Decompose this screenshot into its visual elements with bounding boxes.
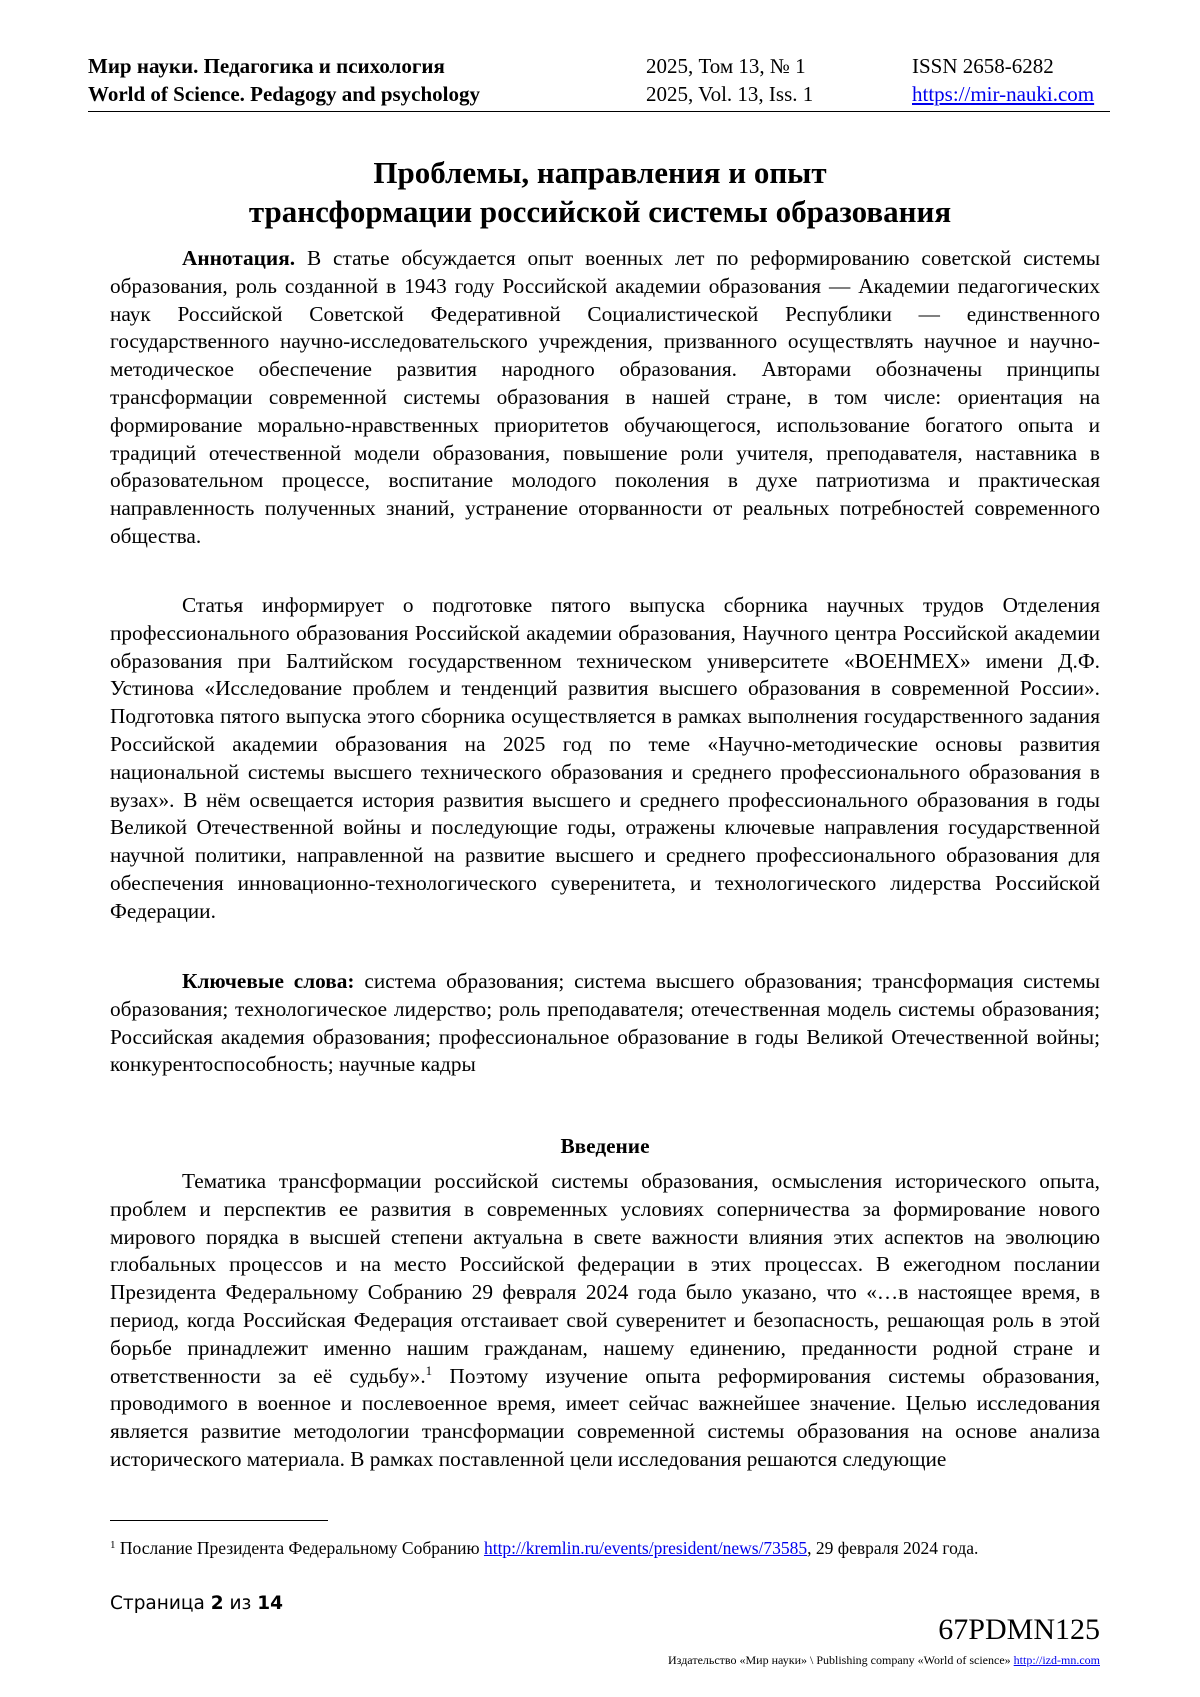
issn-block — [912, 52, 1094, 108]
keywords — [110, 968, 1100, 1079]
article-title-line-2: трансформации российской системы образования — [248, 194, 952, 229]
footnote-text-after: , 29 февраля 2024 года. — [807, 1538, 979, 1558]
journal-name-en: World of Science. Pedagogy and psychology — [88, 82, 481, 106]
issn: ISSN 2658-6282 — [912, 54, 1054, 78]
page-number-middle: из — [223, 1593, 258, 1614]
info-paragraph-text: Статья информирует о подготовке пятого выпуска сборника научных трудов Отделения профессионального образования Российской академии образования, Научного центра Российской академии образования при Балтийском государственном техническом университете «ВОЕНМЕХ» имени Д.Ф. Устинова «Исследование проблем и тенденций развития высшего образования в современной России». Подготовка пятого выпуска этого сборника осуществляется в рамках выполнения государственного задания Российской академии образования на 2025 год по теме «Научно-методические основы развития национальной системы высшего технического образования и среднего профессионального образования в вузах». В нём освещается история развития высшего и среднего профессионального образования в годы Великой Отечественной войны и последующие годы, отражены ключевые направления государственной научной политики, направленной на развитие высшего и среднего профессионального образования для обеспечения инновационно-технологического суверенитета, и технологического лидерства Российской Федерации. — [110, 593, 1100, 923]
section-heading-intro: Введение — [560, 1134, 650, 1158]
issue-info-ru: 2025, Том 13, № 1 — [646, 54, 806, 78]
issue-info — [646, 52, 813, 108]
abstract-label: Аннотация. — [182, 246, 296, 270]
intro-text-part-2: Поэтому изучение опыта реформирования системы образования, проводимого в военное и послевоенное время, имеет сейчас важнейшее значение. Целью исследования является развитие методологии трансформации современной системы образования на основе анализа исторического материала. В рамках поставленной цели исследования решаются следующие — [110, 1363, 1101, 1471]
keywords-text: система образования; система высшего образования; трансформация системы образования; технологическое лидерство; роль преподавателя; отечественная модель системы образования; Российская академия образования; профессиональное образование в годы Великой Отечественной войны; конкурентоспособность; научные кадры — [110, 969, 1100, 1077]
journal-website-link[interactable]: https://mir-nauki.com — [912, 82, 1095, 106]
footnote-link[interactable]: http://kremlin.ru/events/president/news/73585 — [483, 1538, 808, 1558]
publisher-text: Издательство «Мир науки» \ Publishing company «World of science» — [668, 1653, 1014, 1667]
header-divider — [88, 111, 1110, 112]
publisher-link[interactable]: http://izd-mn.com — [1013, 1653, 1100, 1667]
abstract-text: В статье обсуждается опыт военных лет по реформированию советской системы образования, роль созданной в 1943 году Российской академии образования — Академии педагогических наук Российской Советской Федеративной Социалистической Республики — единственного государственного научно-исследовательского учреждения, призванного осуществлять научное и научно-методическое обеспечение развития народного образования. Авторами обозначены принципы трансформации современной системы образования в нашей стране, в том числе: ориентация на формирование морально-нравственных приоритетов обучающегося, использование богатого опыта и традиций отечественной модели образования, повышение роли учителя, преподавателя, наставника в образовательном процессе, воспитание молодого поколения в духе патриотизма и практическая направленность полученных знаний, устранение оторванности от реальных потребностей современного общества. — [110, 246, 1100, 548]
info-paragraph — [110, 592, 1100, 926]
footnote — [110, 1536, 1110, 1560]
page-number-prefix: Страница — [110, 1593, 211, 1614]
abstract — [110, 245, 1100, 551]
footnote-reference[interactable]: 1 — [425, 1362, 433, 1378]
publisher-line — [668, 1652, 1100, 1668]
journal-name — [88, 52, 480, 108]
intro-text-part-1: Тематика трансформации российской системы образования, осмысления исторического опыта, проблем и перспектив ее развития в современных условиях соперничества за формирование нового мирового порядка в высшей степени актуальна в свете важности влияния этих аспектов на эволюцию глобальных процессов и на место Российской федерации в этих процессах. В ежегодном послании Президента Федеральному Собранию 29 февраля 2024 года было указано, что «…в настоящее время, в период, когда Российская Федерация отстаивает свой суверенитет и безопасность, решающая роль в этой борьбе принадлежит именно нашим гражданам, нашему единению, преданности родной стране и ответственности за её судьбу». — [110, 1169, 1100, 1388]
article-title-line-1: Проблемы, направления и опыт — [373, 155, 827, 190]
footnote-divider — [110, 1520, 328, 1521]
journal-name-ru: Мир науки. Педагогика и психология — [88, 54, 445, 78]
page-number-total: 14 — [257, 1593, 283, 1614]
footnote-number: 1 — [110, 1539, 116, 1551]
page-number-current: 2 — [210, 1593, 224, 1614]
intro-paragraph — [110, 1168, 1100, 1474]
issue-info-en: 2025, Vol. 13, Iss. 1 — [646, 82, 814, 106]
article-title — [100, 153, 1100, 231]
article-code: 67PDMN125 — [938, 1613, 1100, 1646]
footnote-text-before: Послание Президента Федеральному Собранию — [115, 1538, 484, 1558]
page-number — [110, 1591, 283, 1617]
keywords-label: Ключевые слова: — [182, 969, 355, 993]
